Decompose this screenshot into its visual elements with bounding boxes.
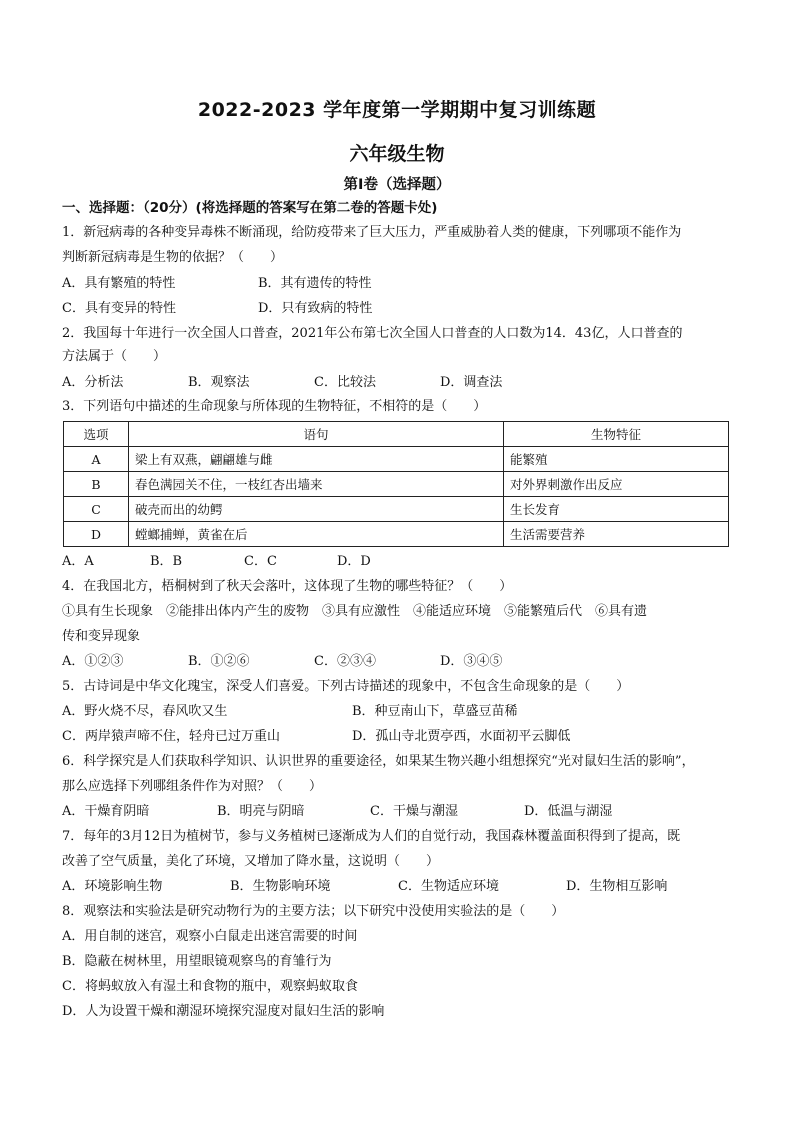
q5-stem: 5．古诗词是中华文化瑰宝，深受人们喜爱。下列古诗描述的现象中，不包含生命现象的是（ ）: [62, 679, 630, 694]
q3-option-a: A．A: [62, 554, 94, 569]
table-cell: B: [64, 472, 129, 497]
table-cell: 梁上有双燕，翩翩雄与雌: [129, 447, 504, 472]
q2-option-a: A．分析法: [62, 375, 124, 390]
q8-option-d: D．人为设置干燥和潮湿环境探究湿度对鼠妇生活的影响: [62, 1004, 385, 1019]
table-cell: 生长发育: [504, 497, 729, 522]
q7-option-b: B．生物影响环境: [230, 879, 331, 894]
q1-stem-line1: 1．新冠病毒的各种变异毒株不断涌现，给防疫带来了巨大压力，严重威胁着人类的健康，下列哪项不能作为: [62, 225, 682, 240]
q5-option-b: B．种豆南山下，草盛豆苗稀: [352, 704, 518, 719]
subject-title: 六年级生物: [349, 143, 445, 165]
q6-option-d: D．低温与湖湿: [524, 804, 613, 819]
table-row: [64, 497, 729, 522]
q4-option-a: A．①②③: [62, 654, 124, 669]
exam-title: 2022-2023 学年度第一学期期中复习训练题: [197, 99, 597, 121]
table-cell: C: [64, 497, 129, 522]
q8-stem: 8．观察法和实验法是研究动物行为的主要方法；以下研究中没使用实验法的是（ ）: [62, 904, 565, 919]
table-row: [64, 522, 729, 547]
q8-option-c: C．将蚂蚁放入有湿土和食物的瓶中，观察蚂蚁取食: [62, 979, 358, 994]
q2-stem-line2: 方法属于（ ）: [62, 349, 167, 364]
part-title: 第Ⅰ卷（选择题）: [343, 177, 451, 193]
table-cell: 能繁殖: [504, 447, 729, 472]
q3-option-b: B．B: [150, 554, 183, 569]
table-cell: 生活需要营养: [504, 522, 729, 547]
table-cell: 破壳而出的幼鳄: [129, 497, 504, 522]
q7-option-a: A．环境影响生物: [62, 879, 163, 894]
q5-option-c: C．两岸猿声啼不住，轻舟已过万重山: [62, 729, 280, 744]
q6-option-a: A．干燥育阴暗: [62, 804, 150, 819]
q6-option-b: B．明亮与阴暗: [217, 804, 305, 819]
q1-option-c: C．具有变异的特性: [62, 301, 176, 316]
table-header-row: [64, 422, 729, 447]
q4-stem-line2: ①具有生长现象 ②能排出体内产生的废物 ③具有应激性 ④能适应环境 ⑤能繁殖后代 ⑥具有遗: [62, 604, 648, 619]
q6-stem-line2: 那么应选择下列哪组条件作为对照？（ ）: [62, 779, 323, 794]
q2-option-c: C．比较法: [314, 375, 376, 390]
table-cell: D: [64, 522, 129, 547]
table-cell: 螳螂捕蝉，黄雀在后: [129, 522, 504, 547]
table-cell: 对外界刺激作出反应: [504, 472, 729, 497]
q5-option-d: D．孤山寺北贾亭西，水面初平云脚低: [352, 729, 571, 744]
q5-option-a: A．野火烧不尽，春风吹又生: [62, 704, 228, 719]
q3-option-c: C．C: [244, 554, 277, 569]
q8-option-b: B．隐蔽在树林里，用望眼镜观察鸟的育雏行为: [62, 954, 332, 969]
q7-stem-line2: 改善了空气质量，美化了环境，又增加了降水量，这说明（ ）: [62, 854, 440, 869]
q1-option-a: A．具有繁殖的特性: [62, 276, 176, 291]
q2-stem-line1: 2．我国每十年进行一次全国人口普查，2021年公布第七次全国人口普查的人口数为14．43亿，人口普查的: [62, 326, 683, 341]
q4-option-b: B．①②⑥: [188, 654, 250, 669]
q3-stem: 3．下列语句中描述的生命现象与所体现的生物特征，不相符的是（ ）: [62, 399, 487, 414]
q4-stem-line1: 4．在我国北方，梧桐树到了秋天会落叶，这体现了生物的哪些特征？（ ）: [62, 579, 513, 594]
q2-option-b: B．观察法: [188, 375, 250, 390]
table-header: 选项: [64, 422, 129, 447]
table-row: [64, 447, 729, 472]
table-header: 生物特征: [504, 422, 729, 447]
q4-option-c: C．②③④: [314, 654, 376, 669]
q6-stem-line1: 6．科学探究是人们获取科学知识、认识世界的重要途径，如果某生物兴趣小组想探究“光对鼠妇生活的影响”，: [62, 754, 695, 769]
q1-stem-line2: 判断新冠病毒是生物的依据？（ ）: [62, 250, 284, 265]
table-cell: 春色满园关不住，一枝红杏出墙来: [129, 472, 504, 497]
q1-option-d: D．只有致病的特性: [258, 301, 373, 316]
q4-option-d: D．③④⑤: [440, 654, 503, 669]
table-header: 语句: [129, 422, 504, 447]
q7-option-d: D．生物相互影响: [566, 879, 668, 894]
q7-option-c: C．生物适应环境: [398, 879, 499, 894]
q8-option-a: A．用自制的迷宫，观察小白鼠走出迷宫需要的时间: [62, 929, 358, 944]
table-row: [64, 472, 729, 497]
q3-table: [63, 421, 729, 547]
q4-stem-line3: 传和变异现象: [62, 629, 141, 644]
q7-stem-line1: 7．每年的3月12日为植树节，参与义务植树已逐渐成为人们的自觉行动，我国森林覆盖面积得到了提高，既: [62, 829, 681, 844]
q6-option-c: C．干燥与潮湿: [370, 804, 458, 819]
q2-option-d: D．调查法: [440, 375, 503, 390]
q3-option-d: D．D: [337, 554, 371, 569]
q1-option-b: B．其有遗传的特性: [258, 276, 372, 291]
section-heading: 一、选择题：（20分）(将选择题的答案写在第二卷的答题卡处): [62, 200, 438, 216]
table-cell: A: [64, 447, 129, 472]
